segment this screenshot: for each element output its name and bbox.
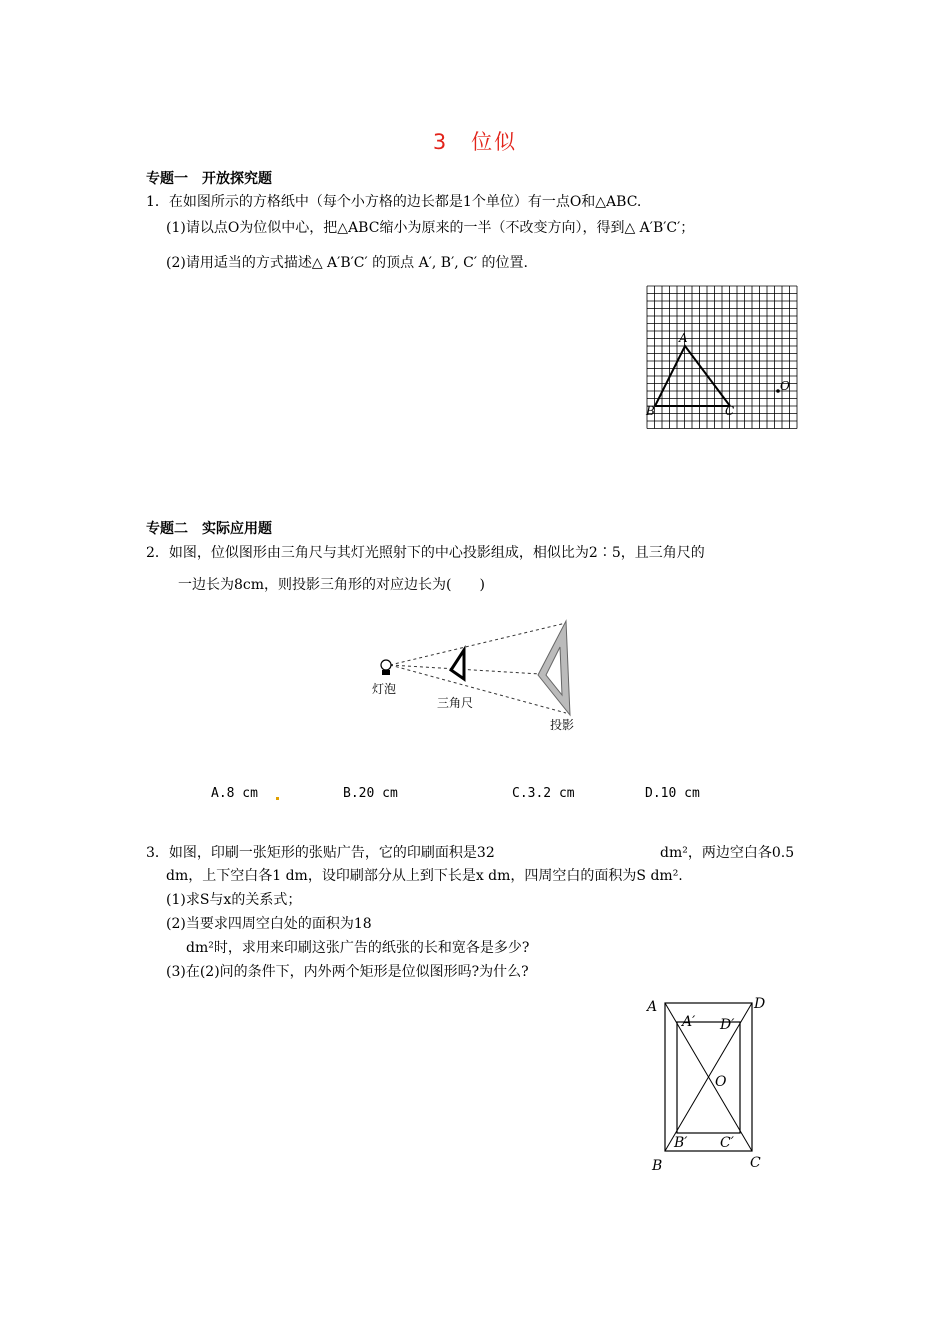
- q1-line2: (1)请以点O为位似中心，把△ABC缩小为原来的一半（不改变方向），得到△ A′B′C′；: [166, 220, 695, 236]
- q3-line1b: dm²，两边空白各0.5: [660, 845, 795, 861]
- label-d-prime: D′: [720, 1017, 735, 1033]
- label-a: A: [647, 999, 658, 1015]
- projection-triangle: [538, 621, 570, 715]
- q1-line3: (2)请用适当的方式描述△ A′B′C′ 的顶点 A′, B′, C′ 的位置.: [166, 255, 528, 271]
- label-a: A: [679, 331, 688, 345]
- page-title: 3 位似: [432, 130, 518, 154]
- q3-sub2b: dm²时，求用来印刷这张广告的纸张的长和宽各是多少?: [186, 940, 530, 956]
- label-ruler: 三角尺: [437, 696, 474, 710]
- q3-sub3: (3)在(2)问的条件下，内外两个矩形是位似图形吗?为什么?: [166, 964, 529, 980]
- label-o: O: [780, 379, 790, 393]
- label-bulb: 灯泡: [372, 682, 397, 696]
- q3-sub1: (1)求S与x的关系式；: [166, 892, 302, 908]
- q3-line1a: 3．如图，印刷一张矩形的张贴广告，它的印刷面积是32: [146, 845, 495, 861]
- triangle-ruler: [451, 650, 464, 679]
- label-b: B: [652, 1158, 663, 1174]
- option-c: C.3.2 cm: [512, 786, 575, 801]
- q1-line1: 1．在如图所示的方格纸中（每个小方格的边长都是1个单位）有一点O和△ABC.: [146, 194, 642, 210]
- q2-line1: 2．如图，位似图形由三角尺与其灯光照射下的中心投影组成，相似比为2∶5，且三角尺的: [146, 545, 705, 561]
- label-projection: 投影: [550, 718, 575, 732]
- option-b: B.20 cm: [343, 786, 398, 801]
- label-d: D: [754, 996, 766, 1012]
- label-b: B: [646, 404, 655, 418]
- bulb-icon: [381, 660, 391, 675]
- label-c-prime: C′: [720, 1135, 734, 1151]
- label-o: O: [715, 1074, 727, 1090]
- option-a: A.8 cm: [211, 786, 258, 801]
- label-c: C: [725, 404, 735, 418]
- grid-figure: [640, 280, 800, 435]
- grid-lines: [647, 286, 797, 429]
- rectangle-figure: [640, 990, 780, 1175]
- section2-heading: 专题二 实际应用题: [146, 521, 272, 537]
- label-c: C: [750, 1155, 761, 1171]
- q3-sub2a: (2)当要求四周空白处的面积为18: [166, 916, 372, 932]
- q2-line2: 一边长为8cm，则投影三角形的对应边长为( ): [178, 577, 485, 593]
- option-d: D.10 cm: [645, 786, 700, 801]
- label-a-prime: A′: [682, 1014, 696, 1030]
- orange-dot: [276, 797, 279, 800]
- q3-line2: dm，上下空白各1 dm，设印刷部分从上到下长是x dm，四周空白的面积为S dm².: [166, 868, 683, 884]
- section1-heading: 专题一 开放探究题: [146, 171, 272, 187]
- light-rays: [390, 623, 566, 713]
- label-b-prime: B′: [674, 1135, 688, 1151]
